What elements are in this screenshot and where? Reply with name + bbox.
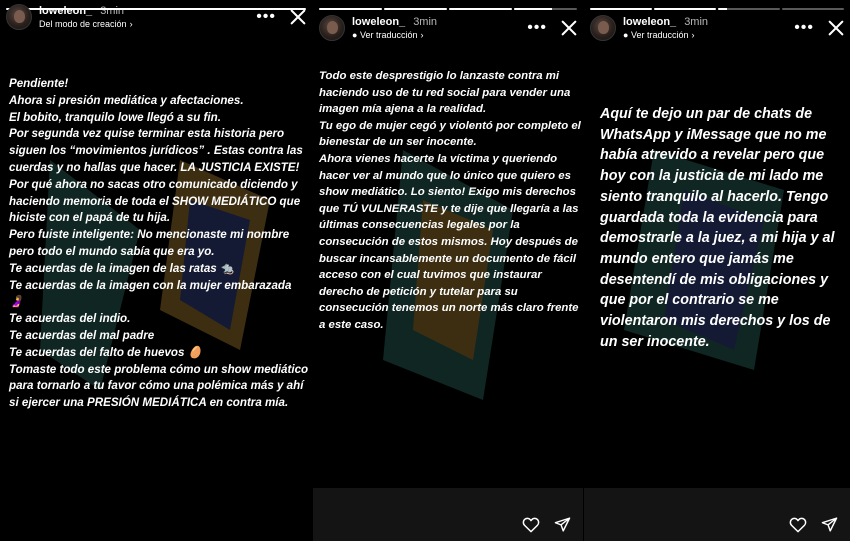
- story-content[interactable]: [0, 0, 312, 541]
- header-controls: [794, 20, 844, 36]
- avatar[interactable]: [6, 4, 32, 30]
- progress-fill: [514, 8, 552, 10]
- story-progress: [319, 8, 577, 10]
- progress-segment: [449, 8, 512, 10]
- avatar[interactable]: [590, 15, 616, 41]
- progress-segment: [590, 8, 652, 10]
- username[interactable]: loweleon_: [39, 5, 93, 17]
- story-actions: [789, 516, 838, 533]
- timestamp: 3min: [684, 16, 709, 28]
- more-options-icon[interactable]: •••: [256, 8, 276, 25]
- progress-segment: [782, 8, 844, 10]
- progress-fill: [718, 8, 727, 10]
- subtitle-label: Ver traducción: [359, 29, 418, 40]
- progress-segment: [718, 8, 780, 10]
- story-text: Todo este desprestigio lo lanzaste contra mi haciendo uso de tu red social para vender una imagen mía ajena a la realidad. Tu ego de mujer cegó y violentó por completo el bienestar de un ser inocente. Ahora vienes hacerte la víctima y queriendo hacer ver al mundo que lo único que quiero es show mediático. Lo siento! Exigo mis derechos que TÚ VULNERASTE y te dije que llegaría a las últimas consecuencias legales por la consecución de estos mismos. Hoy después de buscar incansablemente un documento de fácil acceso con el cual tuvimos que instaurar derecho de petición y tutelar para su consecución tenemos un norte más claro frente a este caso.: [319, 70, 581, 331]
- see-translation-link[interactable]: [623, 30, 708, 40]
- send-icon[interactable]: [554, 516, 571, 533]
- story-text: Pendiente! Ahora si presión mediática y afectaciones. El bobito, tranquilo lowe llegó a su fin. Por segunda vez quise terminar esta historia pero siguen los “movimientos jurídicos” . Estas contra las cuerdas y no hallas que hacer. LA JUSTICIA EXISTE! Por qué ahora no sacas otro comunicado diciendo y haciendo memoria de toda el SHOW MEDIÁTICO que hiciste con el papá de tu hija. Pero fuiste inteligente: No mencionaste mi nombre pero todo el mundo sabía que era yo. Te acuerdas de la imagen de las ratas 🐀 Te acuerdas de la imagen con la mujer embarazada 🤰 Te acuerdas del indio. Te acuerdas del mal padre Te acuerdas del falto de huevos 🥚 Tomaste todo este problema cómo un show mediático para tornarlo a tu favor cómo una polémica más y ahí si ejercer una PRESIÓN MEDIÁTICA en contra mía.: [9, 77, 309, 410]
- heart-icon[interactable]: [789, 516, 807, 533]
- header-controls: [256, 9, 306, 25]
- story-actions: [522, 516, 571, 533]
- user-info: [352, 16, 437, 40]
- chevron-right-icon: ›: [691, 29, 695, 40]
- subtitle-label: Del modo de creación: [39, 18, 127, 29]
- close-icon[interactable]: [828, 20, 844, 36]
- username[interactable]: loweleon_: [352, 16, 406, 28]
- story-content[interactable]: [313, 0, 583, 488]
- see-translation-link[interactable]: [352, 30, 437, 40]
- progress-segment: [514, 8, 577, 10]
- user-info: [623, 16, 708, 40]
- story-header: [590, 15, 844, 41]
- close-icon[interactable]: [561, 20, 577, 36]
- story-header: [319, 15, 577, 41]
- close-icon[interactable]: [290, 9, 306, 25]
- chevron-right-icon: ›: [129, 18, 133, 29]
- creation-mode-link[interactable]: [39, 19, 133, 29]
- progress-segment: [319, 8, 382, 10]
- globe-icon: ●: [623, 29, 631, 40]
- progress-fill: [449, 8, 512, 10]
- heart-icon[interactable]: [522, 516, 540, 533]
- story-panel-3: [584, 0, 850, 541]
- user-info: [39, 5, 133, 29]
- story-progress: [590, 8, 844, 10]
- story-text: Aquí te dejo un par de chats de WhatsApp y iMessage que no me había atrevido a revelar pero que hoy con la justicia de mi lado me siento tranquilo al hacerlo. Tengo guardada toda la evidencia para demostrarle a la juez, a mi hija y al mundo entero que jamás me desentendí de mis obligaciones y que por el contrario se me violentaron mis derechos y los de un ser inocente.: [600, 106, 839, 350]
- header-controls: [527, 20, 577, 36]
- send-icon[interactable]: [821, 516, 838, 533]
- progress-fill: [384, 8, 447, 10]
- progress-segment: [384, 8, 447, 10]
- chevron-right-icon: ›: [420, 29, 424, 40]
- story-content[interactable]: [584, 0, 850, 488]
- progress-segment: [654, 8, 716, 10]
- globe-icon: ●: [352, 29, 360, 40]
- timestamp: 3min: [100, 5, 125, 17]
- more-options-icon[interactable]: •••: [794, 19, 814, 36]
- more-options-icon[interactable]: •••: [527, 19, 547, 36]
- avatar[interactable]: [319, 15, 345, 41]
- story-header: [6, 4, 306, 30]
- progress-fill: [590, 8, 652, 10]
- subtitle-label: Ver traducción: [630, 29, 689, 40]
- username[interactable]: loweleon_: [623, 16, 677, 28]
- story-panel-2: [313, 0, 583, 541]
- timestamp: 3min: [413, 16, 438, 28]
- story-panel-1: [0, 0, 312, 541]
- progress-fill: [654, 8, 716, 10]
- progress-fill: [319, 8, 382, 10]
